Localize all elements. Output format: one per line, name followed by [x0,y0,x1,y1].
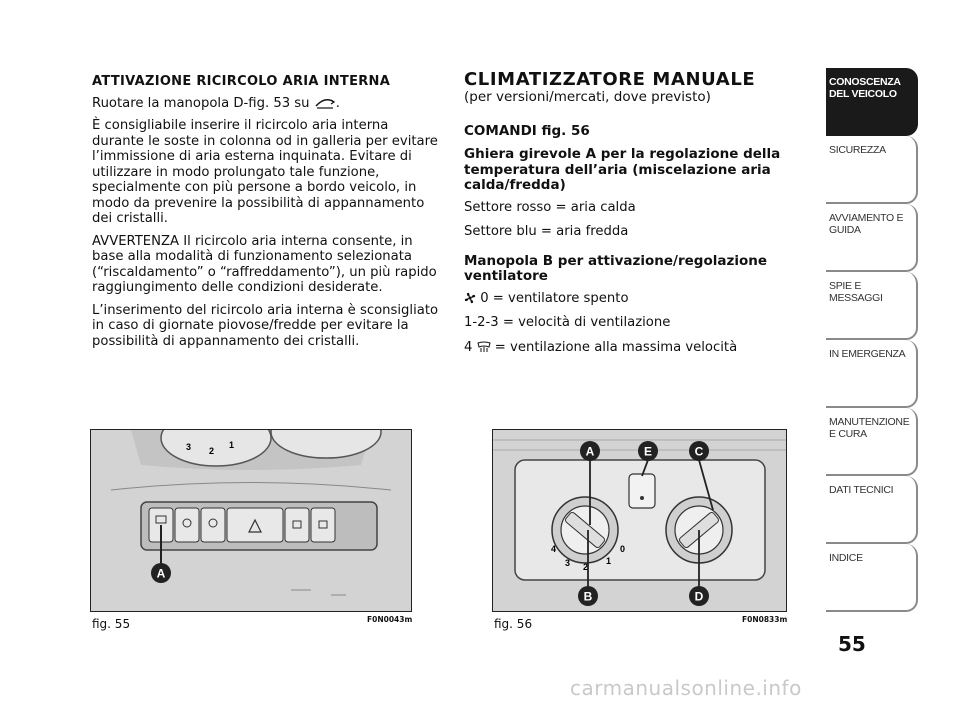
instruction-end: . [335,95,340,111]
switch-row [149,508,335,542]
max-ventilation-icon [477,341,491,353]
fan-max-number: 4 [464,339,473,355]
sidebar-tab[interactable]: INDICE [826,544,918,612]
paragraph: È consigliabile inserire il ricircolo aria interna durante le soste in colonna od in galleria per evitare l’immissione di aria esterna inquinata. Evitare di utilizzare in modo prolungato tale funzione, specialmente con più persone a bordo veicolo, in modo da prevenire la possibilità di appannamento dei cristalli. [92,118,438,226]
figure-code: F0N0833m [742,615,788,624]
figure-caption: fig. 56 [494,617,533,631]
callout-label: C [694,444,704,459]
sidebar-tab[interactable]: MANUTENZIONE E CURA [826,408,918,476]
dial-label: 1 [606,556,612,566]
climate-control-illustration [493,430,786,611]
callout-label: A [585,444,595,459]
blue-sector-text: Settore blu = aria fredda [464,224,629,239]
paragraph: AVVERTENZA Il ricircolo aria interna consente, in base alla modalità di funzionamento selezionata (“riscaldamento” o “raffreddamento”), un più rapido raggiungimento delle condizioni desiderate. [92,233,437,295]
sidebar-tab[interactable]: SPIE E MESSAGGI [826,272,918,340]
commands-heading: COMANDI fig. 56 [464,122,590,139]
page-number: 55 [838,632,866,656]
dial-label: 3 [565,558,571,568]
callout-label: B [583,589,593,604]
switch-panel-illustration [91,430,411,611]
fan-off-text: 0 = ventilatore spento [480,290,629,306]
watermark: carmanualsonline.info [570,676,802,700]
sidebar-tab[interactable]: SICUREZZA [826,136,918,204]
section-heading: ATTIVAZIONE RICIRCOLO ARIA INTERNA [92,74,391,89]
dial-label: 2 [583,562,589,572]
fan-dial [552,497,618,563]
speeds-line: 1-2-3 = velocità di ventilazione [464,315,671,330]
sidebar-tab[interactable]: DATI TECNICI [826,476,918,544]
callout-label: D [694,589,704,604]
figure-code: F0N0043m [367,615,413,624]
paragraph [92,96,442,112]
chapter-sidebar [826,68,918,612]
figure-56 [492,429,787,612]
callout-label: A [156,566,166,581]
recirculation-icon [314,97,336,109]
gauge-label: 3 [186,442,192,452]
page-title: CLIMATIZZATORE MANUALE [464,69,756,90]
manopola-heading: Manopola B per attivazione/regolazione ventilatore [464,252,767,284]
callout-label: E [643,444,653,459]
instruction-text: Ruotare la manopola D-fig. 53 su [92,95,310,111]
figure-caption: fig. 55 [92,617,131,631]
fan-max-line [464,340,804,356]
gauge-label: 2 [209,446,215,456]
dial-label: 0 [620,544,626,554]
dial-label: 4 [551,544,557,554]
sidebar-tab[interactable]: IN EMERGENZA [826,340,918,408]
page-subtitle: (per versioni/mercati, dove previsto) [464,89,711,105]
paragraph: L’inserimento del ricircolo aria interna è sconsigliato in caso di giornate piovose/fredde per evitare la possibilità di appannamento dei cristalli. [92,302,439,349]
sidebar-tab[interactable]: AVVIAMENTO E GUIDA [826,204,918,272]
recirculation-button [629,474,655,508]
left-column [92,74,442,356]
fan-max-text: = ventilazione alla massima velocità [494,339,738,355]
fan-off-line [464,291,804,307]
ghiera-heading: Ghiera girevole A per la regolazione della temperatura dell’aria (miscelazione aria calda/fredda) [464,146,781,193]
fan-icon [464,292,476,304]
sidebar-tab[interactable]: CONOSCENZA DEL VEICOLO [826,68,918,136]
gauge-label: 1 [229,440,235,450]
right-column [464,70,804,364]
figure-55 [90,429,412,612]
red-sector-text: Settore rosso = aria calda [464,199,636,215]
